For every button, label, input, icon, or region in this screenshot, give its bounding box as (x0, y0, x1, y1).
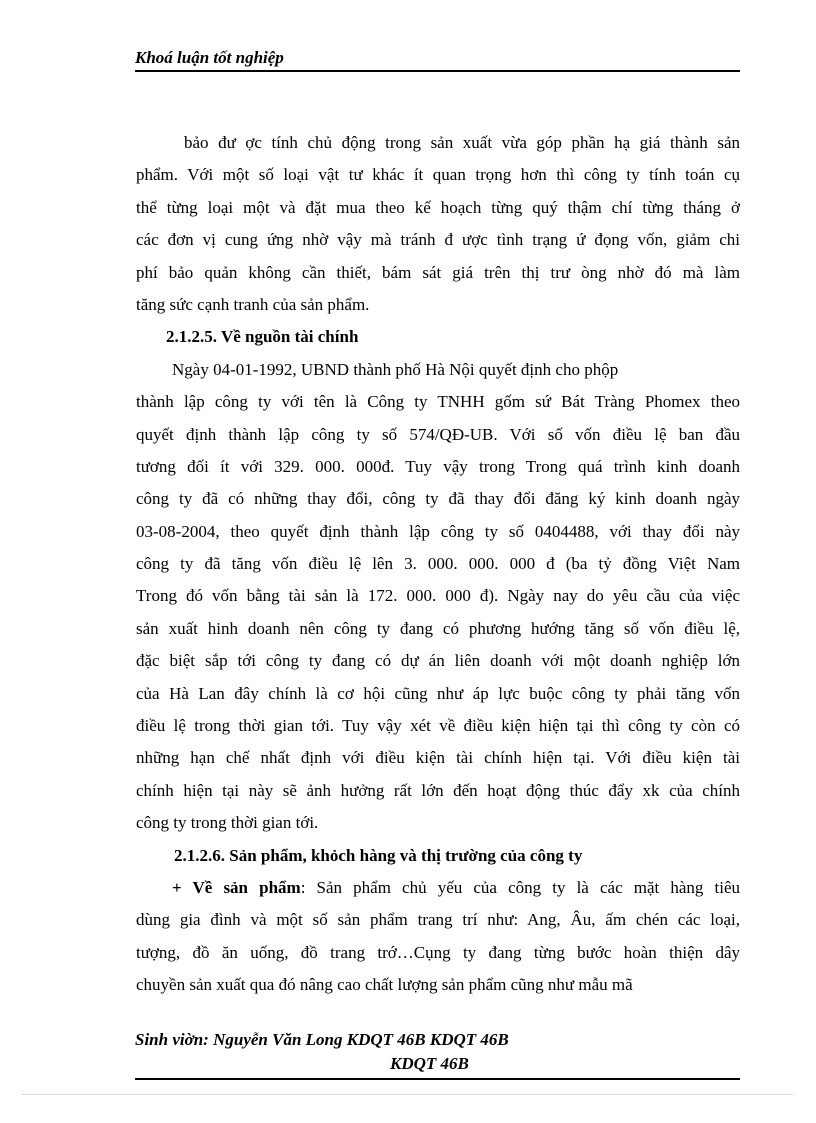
text-line: quyết định thành lập công ty số 574/QĐ-UB. Với số vốn điều lệ ban đầu (136, 424, 740, 444)
text-line: thành lập công ty với tên là Công ty TNHH gốm sứ Bát Tràng Phomex theo (136, 392, 740, 412)
text-line: các đơn vị cung ứng nhờ vậy mà tránh đ ược tình trạng ứ đọng vốn, giảm chi (136, 230, 740, 250)
text-line: bảo đư ợc tính chủ động trong sản xuất vừa góp phần hạ giá thành sản (184, 133, 740, 152)
text-line: công ty đã có những thay đổi, công ty đã thay đổi đăng ký kinh doanh ngày (136, 489, 740, 509)
footer-line: KDQT 46B (390, 1054, 469, 1073)
body-text (136, 127, 740, 1002)
text-line: những hạn chế nhất định với điều kiện tài chính hiện tại. Với điều kiện tài (136, 748, 740, 768)
text-run: : Sản phẩm chủ yếu của công ty là các mặt hàng tiêu (300, 877, 740, 897)
text-line: sản xuất hinh doanh nên công ty đang có phương hướng tăng số vốn điều lệ, (136, 618, 740, 638)
bold-lead: + Về sản phẩm (172, 877, 301, 897)
section-heading: 2.1.2.6. Sản phẩm, khỏch hàng và thị trường của công ty (174, 845, 583, 865)
text-line: chính hiện tại này sẽ ảnh hưởng rất lớn đến hoạt động thúc đẩy xk của chính (136, 780, 740, 800)
text-line: chuyền sản xuất qua đó nâng cao chất lượng sản phẩm cũng như mẫu mã (136, 975, 633, 995)
page-bottom-divider (22, 1094, 794, 1095)
text-line (136, 872, 740, 904)
text-line: công ty trong thời gian tới. (136, 813, 319, 833)
section-heading: 2.1.2.5. Về nguồn tài chính (166, 327, 359, 347)
header-title: Khoá luận tốt nghiệp (135, 48, 284, 67)
page-header (135, 48, 740, 72)
text-line: tượng, đồ ăn uống, đồ trang trớ…Cụng ty đang từng bước hoàn thiện dây (136, 942, 740, 962)
text-line: 03-08-2004, theo quyết định thành lập công ty số 0404488, với thay đổi này (136, 521, 740, 541)
text-line: phí bảo quản không cần thiết, bám sát giá trên thị trư òng nhờ đó mà làm (136, 262, 740, 282)
text-line: phẩm. Với một số loại vật tư khác ít quan trọng hơn thì công ty tính toán cụ (136, 165, 740, 185)
text-line: dùng gia đình và một số sản phẩm trang trí như: Ang, Âu, ấm chén các loại, (136, 910, 740, 930)
text-line: tương đối ít với 329. 000. 000đ. Tuy vậy trong Trong quá trình kinh doanh (136, 456, 740, 476)
text-line: tăng sức cạnh tranh của sản phẩm. (136, 294, 370, 314)
text-line: thể từng loại một và đặt mua theo kế hoạch từng quý thậm chí từng tháng ở (136, 197, 740, 217)
page-footer (135, 1028, 740, 1080)
text-line: đặc biệt sắp tới công ty đang có dự án liên doanh với một doanh nghiệp lớn (136, 651, 740, 671)
footer-line: Sinh viờn: Nguyễn Văn Long KDQT 46B KDQT 46B (135, 1030, 509, 1049)
text-line: công ty đã tăng vốn điều lệ lên 3. 000. 000. 000 đ (ba tỷ đồng Việt Nam (136, 554, 740, 574)
text-line: điều lệ trong thời gian tới. Tuy vậy xét về điều kiện hiện tại thì công ty còn có (136, 716, 740, 736)
text-line: Trong đó vốn bằng tài sản là 172. 000. 000 đ). Ngày nay do yêu cầu của việc (136, 586, 740, 606)
text-line: của Hà Lan đây chính là cơ hội cũng như áp lực buộc công ty phải tăng vốn (136, 683, 740, 703)
text-line: Ngày 04-01-1992, UBND thành phố Hà Nội quyết định cho phộp (172, 359, 619, 379)
